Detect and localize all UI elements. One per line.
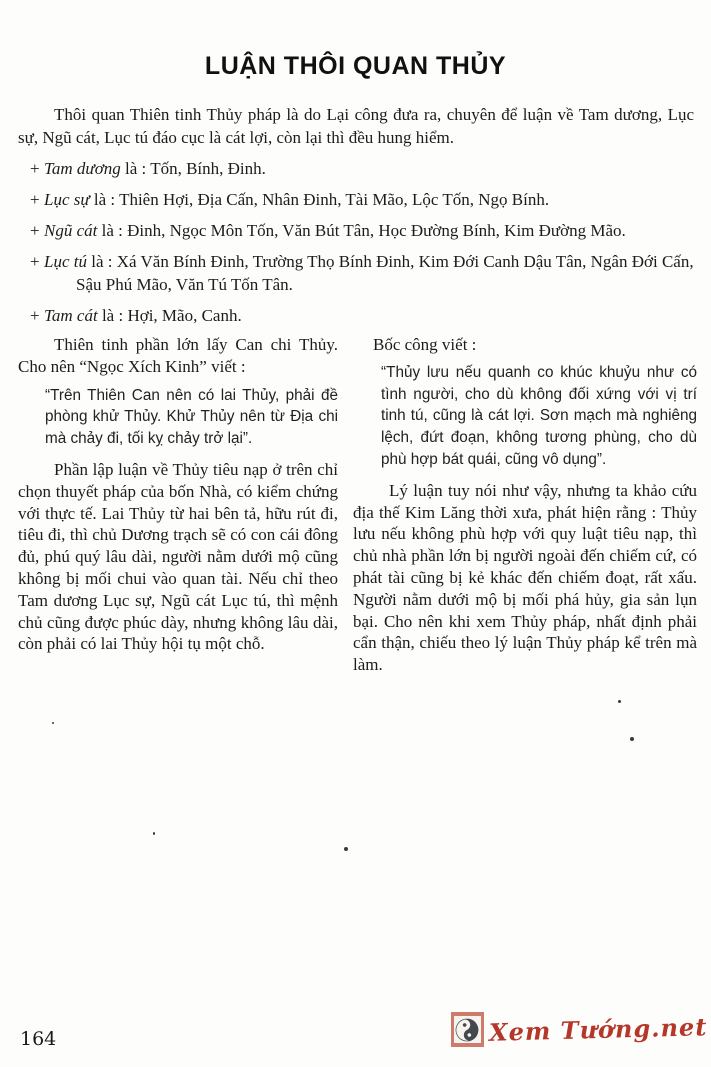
left-paragraph-1: Thiên tinh phần lớn lấy Can chi Thủy. Cho nên “Ngọc Xích Kinh” viết : <box>18 335 338 376</box>
plus-bullet-icon: + <box>30 306 40 325</box>
plus-bullet-icon: + <box>30 159 40 178</box>
list-item <box>18 304 694 327</box>
plus-bullet-icon: + <box>30 252 40 271</box>
left-column <box>18 334 338 676</box>
term-definition: là : Hợi, Mão, Canh. <box>101 306 242 325</box>
term-label: Lục sự <box>44 190 90 209</box>
intro-paragraph: Thôi quan Thiên tinh Thủy pháp là do Lại công đưa ra, chuyên để luận về Tam dương, Lục sự, Ngũ cát, Lục tú đáo cục là cát lợi, còn lại thì đều hung hiểm. <box>18 105 694 147</box>
scan-speck <box>618 700 621 703</box>
term-label: Tam dương <box>44 159 121 178</box>
term-definition: là : Tốn, Bính, Đinh. <box>125 159 266 178</box>
yin-yang-icon <box>454 1016 481 1043</box>
plus-bullet-icon: + <box>30 221 40 240</box>
right-paragraph: Lý luận tuy nói như vậy, nhưng ta khảo cứu địa thế Kim Lăng thời xưa, phát hiện rằng : Thủy lưu nếu không phù hợp với quy luật tiêu nạp, thì chủ nhà phần lớn bị người ngoài đến chiếm cứ, có phát tài cũng bị kẻ khác đến chiếm đoạt, rất xấu. Người nằm dưới mộ bị mối phá hủy, gia sản lụn bại. Cho nên khi xem Thủy pháp, nhất định phải cẩn thận, chiếu theo lý luận Thủy pháp kể trên mà làm. <box>353 480 697 675</box>
right-quote: “Thủy lưu nếu quanh co khúc khuỷu như có tình người, cho dù không đối xứng với vị trí tinh tú, cũng là cát lợi. Sơn mạch mà nghiêng lệch, đứt đoạn, không tương phùng, cho dù phù hợp bát quái, cũng vô dụng”. <box>381 363 697 468</box>
left-paragraph-2: Phần lập luận về Thủy tiêu nạp ở trên chỉ chọn thuyết pháp của bốn Nhà, có kiểm chứng với thực tế. Lai Thủy từ hai bên tả, hữu rút đi, tiêu đi, thì chủ Dương trạch sẽ có con cái đông đủ, phú quý lâu dài, người nằm dưới mộ cũng không bị mối chui vào quan tài. Nếu chỉ theo Tam dương Lục sự, Ngũ cát Lục tú, thì mệnh chủ cũng được phúc dày, nhưng không lâu dài, còn phải có lai Thủy hội tụ một chỗ. <box>18 459 338 654</box>
scan-speck <box>52 722 54 724</box>
list-item <box>18 250 694 296</box>
left-quote: “Trên Thiên Can nên có lai Thủy, phải đề phòng khử Thủy. Khử Thủy nên từ Địa chi mà chảy đi, tối kỵ chảy trở lại”. <box>45 386 338 448</box>
watermark-brand-text: Xem Tướng.net <box>488 1012 708 1047</box>
list-item <box>18 219 694 242</box>
scan-speck <box>630 737 634 741</box>
term-definition: là : Đinh, Ngọc Môn Tốn, Văn Bút Tân, Học Đường Bính, Kim Đường Mão. <box>101 221 626 240</box>
scan-speck <box>344 847 348 851</box>
watermark <box>451 1012 707 1047</box>
two-column-section <box>18 334 697 676</box>
page-title: LUẬN THÔI QUAN THỦY <box>204 52 507 80</box>
right-column <box>353 334 697 676</box>
definition-list <box>18 157 694 327</box>
right-column-heading: Bốc công viết : <box>373 335 477 354</box>
list-item <box>18 188 694 211</box>
term-label: Ngũ cát <box>44 221 98 240</box>
watermark-logo-frame <box>451 1012 484 1047</box>
term-label: Lục tú <box>44 252 87 271</box>
list-item <box>18 157 694 180</box>
term-definition: là : Xá Văn Bính Đinh, Trường Thọ Bính Đinh, Kim Đới Canh Dậu Tân, Ngân Đới Cấn, Sậu Phú Mão, Văn Tú Tốn Tân. <box>76 252 694 294</box>
term-label: Tam cát <box>44 306 98 325</box>
plus-bullet-icon: + <box>30 190 40 209</box>
scan-speck <box>153 832 155 835</box>
page-number: 164 <box>20 1028 57 1050</box>
term-definition: là : Thiên Hợi, Địa Cấn, Nhân Đinh, Tài Mão, Lộc Tốn, Ngọ Bính. <box>93 190 550 209</box>
